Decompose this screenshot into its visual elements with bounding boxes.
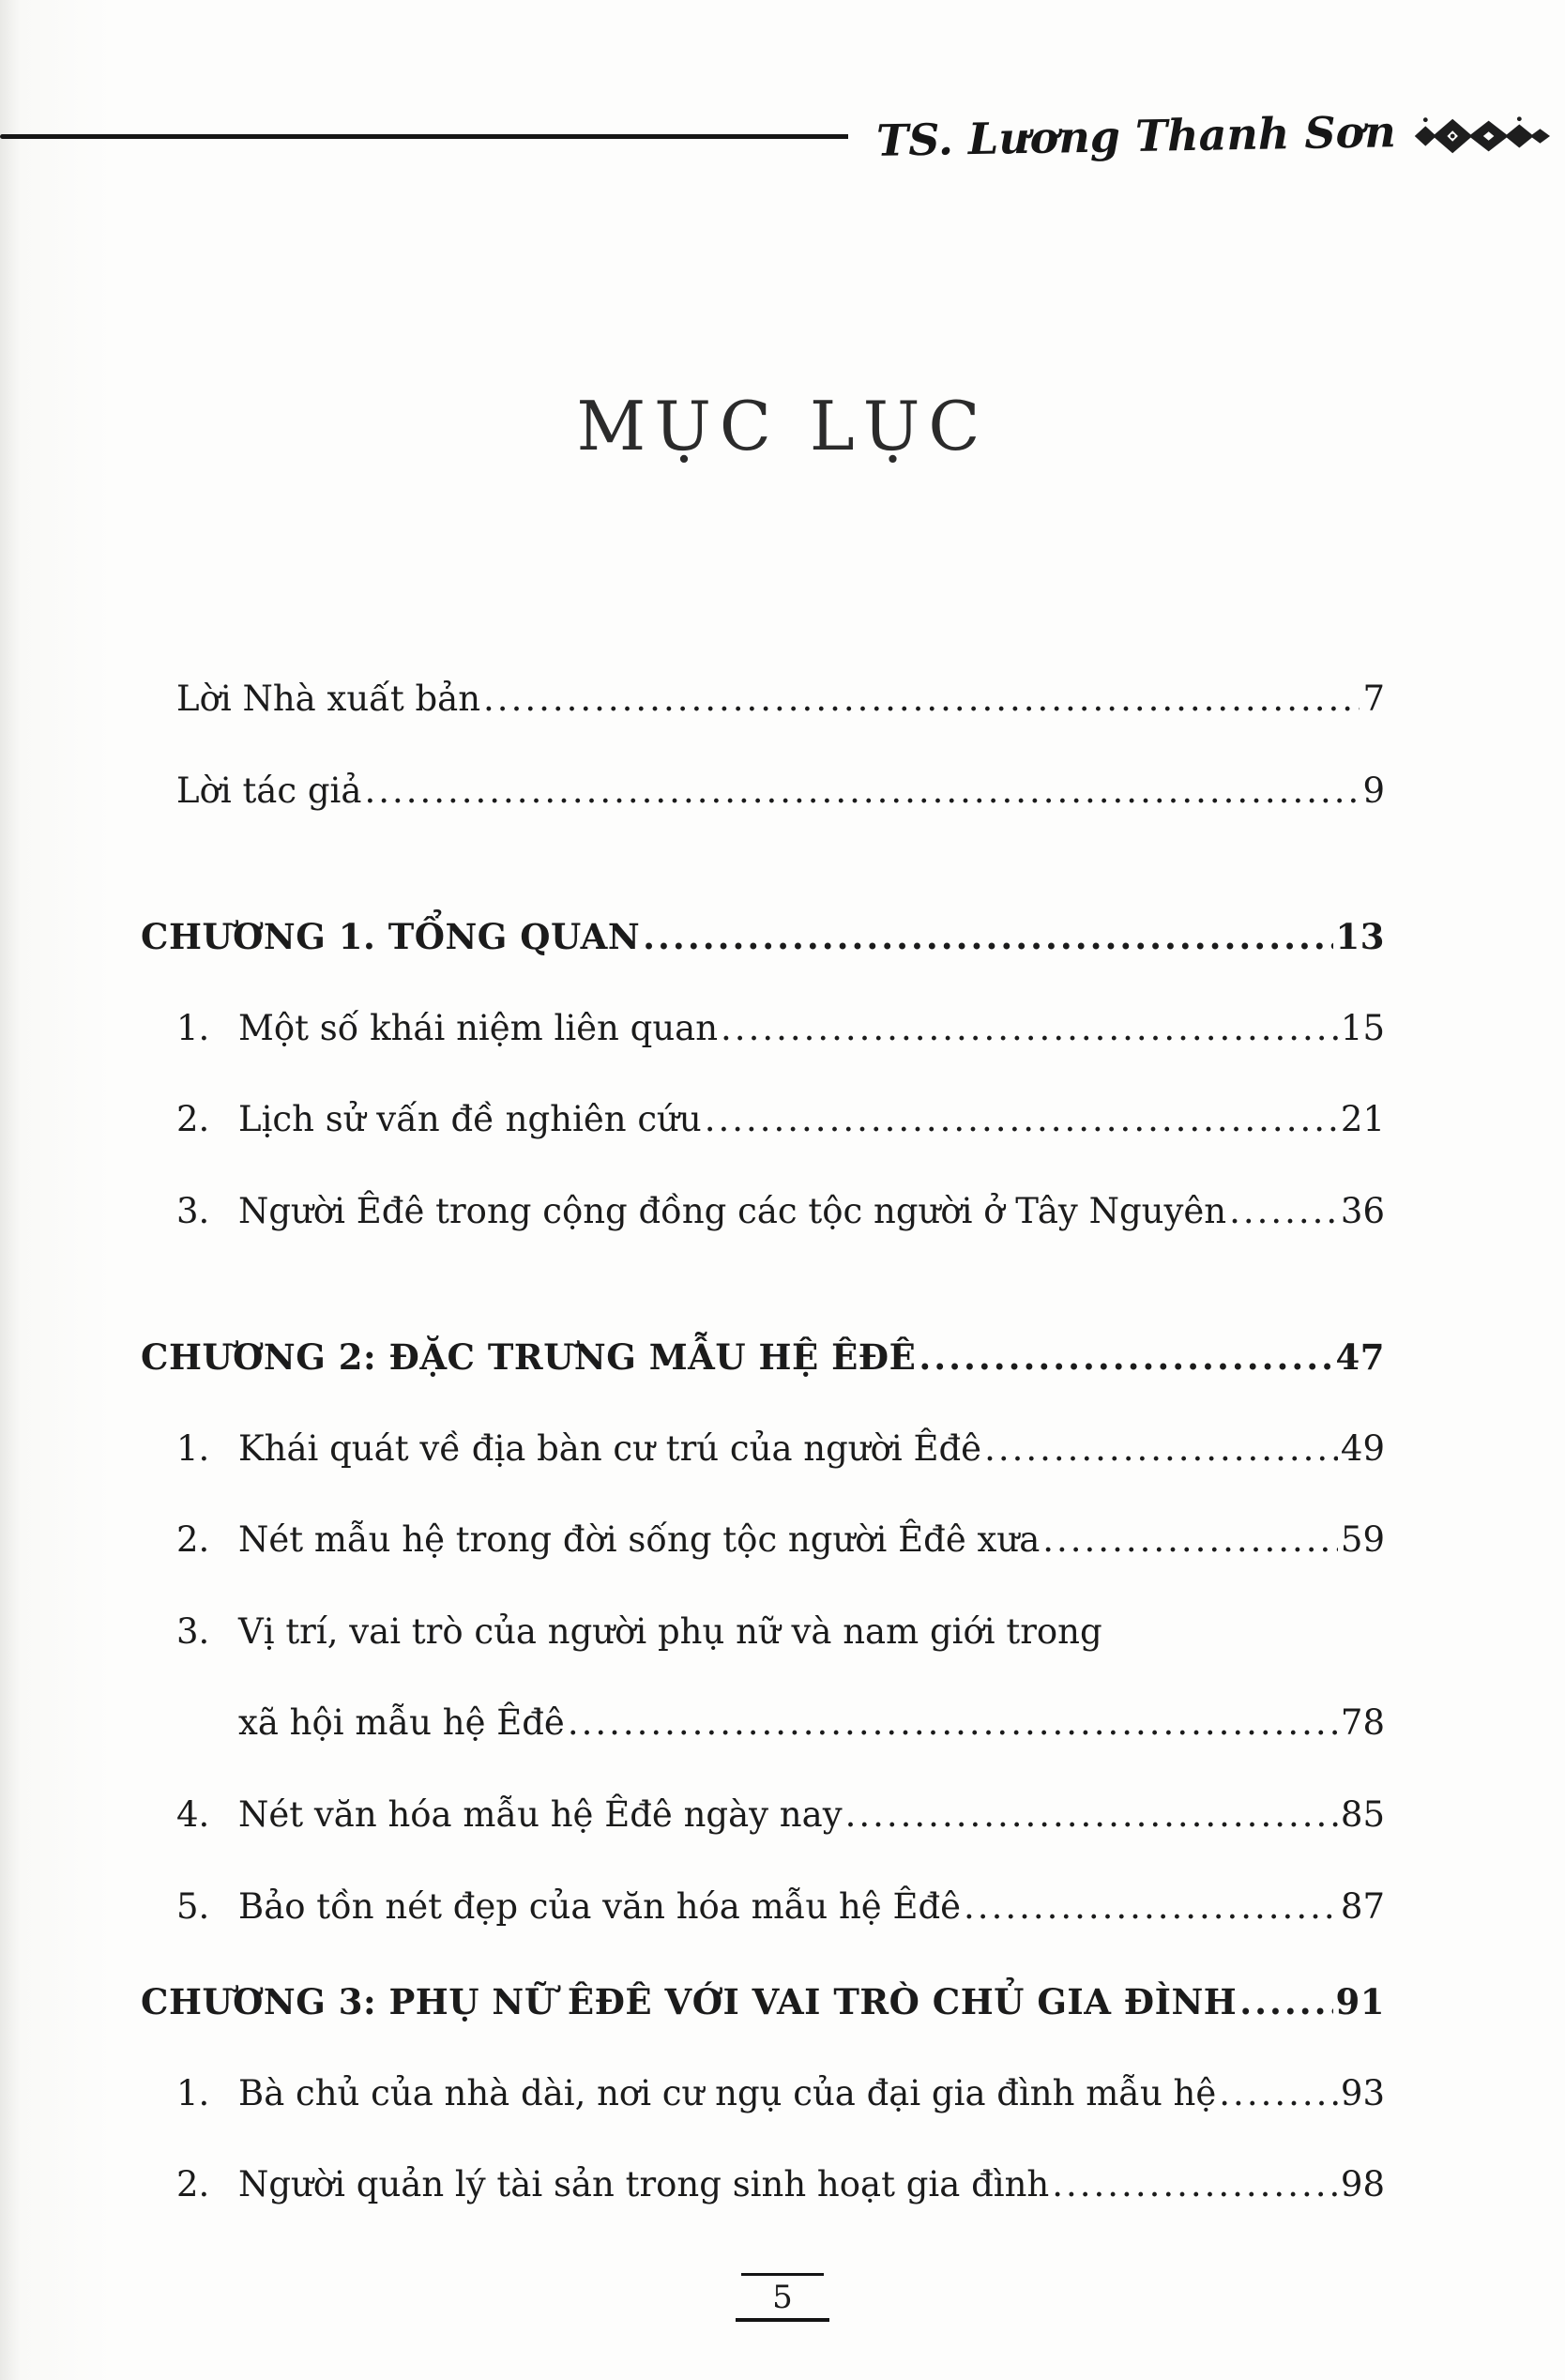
toc-item-number: 3. (176, 1190, 210, 1231)
dot-leader (1042, 1520, 1338, 1561)
header-rule (0, 134, 848, 139)
toc-row (176, 1520, 1385, 1561)
toc-entry-page: 15 (1340, 1007, 1385, 1048)
toc-entry-label: Nét mẫu hệ trong đời sống tộc người Êđê xưa (238, 1519, 1041, 1561)
toc-entry-label: Lời tác giả (176, 770, 362, 811)
toc-entry-page: 59 (1340, 1519, 1385, 1561)
toc-chapter-heading (141, 1982, 1385, 2022)
dot-leader (643, 917, 1332, 957)
toc-entry-label: Nét văn hóa mẫu hệ Êđê ngày nay (238, 1794, 843, 1836)
dot-leader (483, 679, 1360, 720)
dot-leader (1219, 2074, 1338, 2114)
page-title: MỤC LỤC (576, 387, 989, 465)
toc-row (176, 771, 1385, 812)
ethnic-pattern-ornament-icon (1409, 114, 1550, 158)
dot-leader (568, 1703, 1338, 1744)
toc-entry-page: 91 (1335, 1981, 1385, 2023)
toc-entry-page: 7 (1362, 679, 1385, 719)
toc-entry-page: 78 (1340, 1702, 1385, 1744)
toc-item-number: 4. (176, 1794, 210, 1836)
page-number: 5 (772, 2278, 793, 2316)
dot-leader (984, 1429, 1338, 1470)
dot-leader (364, 771, 1360, 812)
toc-row (176, 1887, 1385, 1928)
toc-chapter-title: CHƯƠNG 3: PHỤ NỮ ÊĐÊ VỚI VAI TRÒ CHỦ GIA ĐÌNH (141, 1981, 1238, 2023)
toc-entry-page: 98 (1340, 2164, 1385, 2205)
toc-entry-label: Khái quát về địa bàn cư trú của người Êđê (238, 1427, 982, 1469)
toc-entry-label: Lời Nhà xuất bản (176, 679, 481, 719)
footer-rule-top (741, 2273, 824, 2276)
toc-chapter-title: CHƯƠNG 2: ĐẶC TRƯNG MẪU HỆ ÊĐÊ (141, 1336, 917, 1379)
table-of-contents (141, 679, 1385, 2257)
toc-row (176, 2074, 1385, 2114)
toc-entry-page: 93 (1340, 2072, 1385, 2113)
toc-item-number: 2. (176, 1099, 210, 1140)
dot-leader (1052, 2165, 1338, 2205)
dot-leader (1229, 1192, 1338, 1232)
toc-entry-page: 9 (1362, 770, 1385, 811)
toc-row (176, 1192, 1385, 1232)
toc-entry-page: 85 (1340, 1794, 1385, 1836)
toc-entry-page: 13 (1335, 916, 1385, 958)
toc-entry-page: 21 (1340, 1099, 1385, 1140)
toc-row (176, 1612, 1385, 1653)
dot-leader (721, 1009, 1338, 1049)
toc-row (176, 1009, 1385, 1049)
toc-entry-label: Lịch sử vấn đề nghiên cứu (238, 1099, 702, 1140)
toc-item-number: 5. (176, 1885, 210, 1927)
dot-leader (919, 1337, 1332, 1378)
page-header (0, 106, 1550, 166)
toc-chapter-heading (141, 917, 1385, 957)
toc-item-number: 2. (176, 2164, 210, 2205)
toc-entry-page: 87 (1340, 1885, 1385, 1927)
footer-rule-bottom (736, 2318, 829, 2322)
toc-row (176, 1429, 1385, 1470)
toc-entry-label: Bà chủ của nhà dài, nơi cư ngụ của đại gia đình mẫu hệ (238, 2072, 1217, 2113)
toc-entry-label: Người quản lý tài sản trong sinh hoạt gia đình (238, 2164, 1050, 2205)
toc-chapter-heading (141, 1337, 1385, 1378)
dot-leader (1239, 1982, 1332, 2022)
toc-item-number: 1. (176, 1427, 210, 1469)
toc-item-number: 2. (176, 1519, 210, 1561)
toc-entry-page: 47 (1335, 1336, 1385, 1379)
toc-item-number: 3. (176, 1610, 210, 1652)
dot-leader (964, 1887, 1338, 1928)
author-signature: TS. Lương Thanh Sơn (875, 106, 1397, 166)
toc-row (176, 1100, 1385, 1140)
toc-entry-page: 36 (1340, 1190, 1385, 1231)
toc-row-continuation (238, 1703, 1385, 1744)
toc-item-number: 1. (176, 1007, 210, 1048)
dot-leader (845, 1795, 1338, 1836)
toc-entry-label: Người Êđê trong cộng đồng các tộc người ở Tây Nguyên (238, 1190, 1227, 1231)
page-footer (0, 2273, 1565, 2322)
toc-row (176, 2165, 1385, 2205)
toc-entry-label: Một số khái niệm liên quan (238, 1007, 719, 1048)
toc-row (176, 1795, 1385, 1836)
toc-row (176, 679, 1385, 720)
toc-entry-label: Vị trí, vai trò của người phụ nữ và nam giới trong (238, 1610, 1102, 1652)
toc-entry-page: 49 (1340, 1427, 1385, 1469)
dot-leader (705, 1100, 1338, 1140)
toc-entry-label: Bảo tồn nét đẹp của văn hóa mẫu hệ Êđê (238, 1885, 962, 1927)
toc-chapter-title: CHƯƠNG 1. TỔNG QUAN (141, 916, 641, 958)
toc-entry-label: xã hội mẫu hệ Êđê (238, 1702, 565, 1744)
toc-item-number: 1. (176, 2072, 210, 2113)
